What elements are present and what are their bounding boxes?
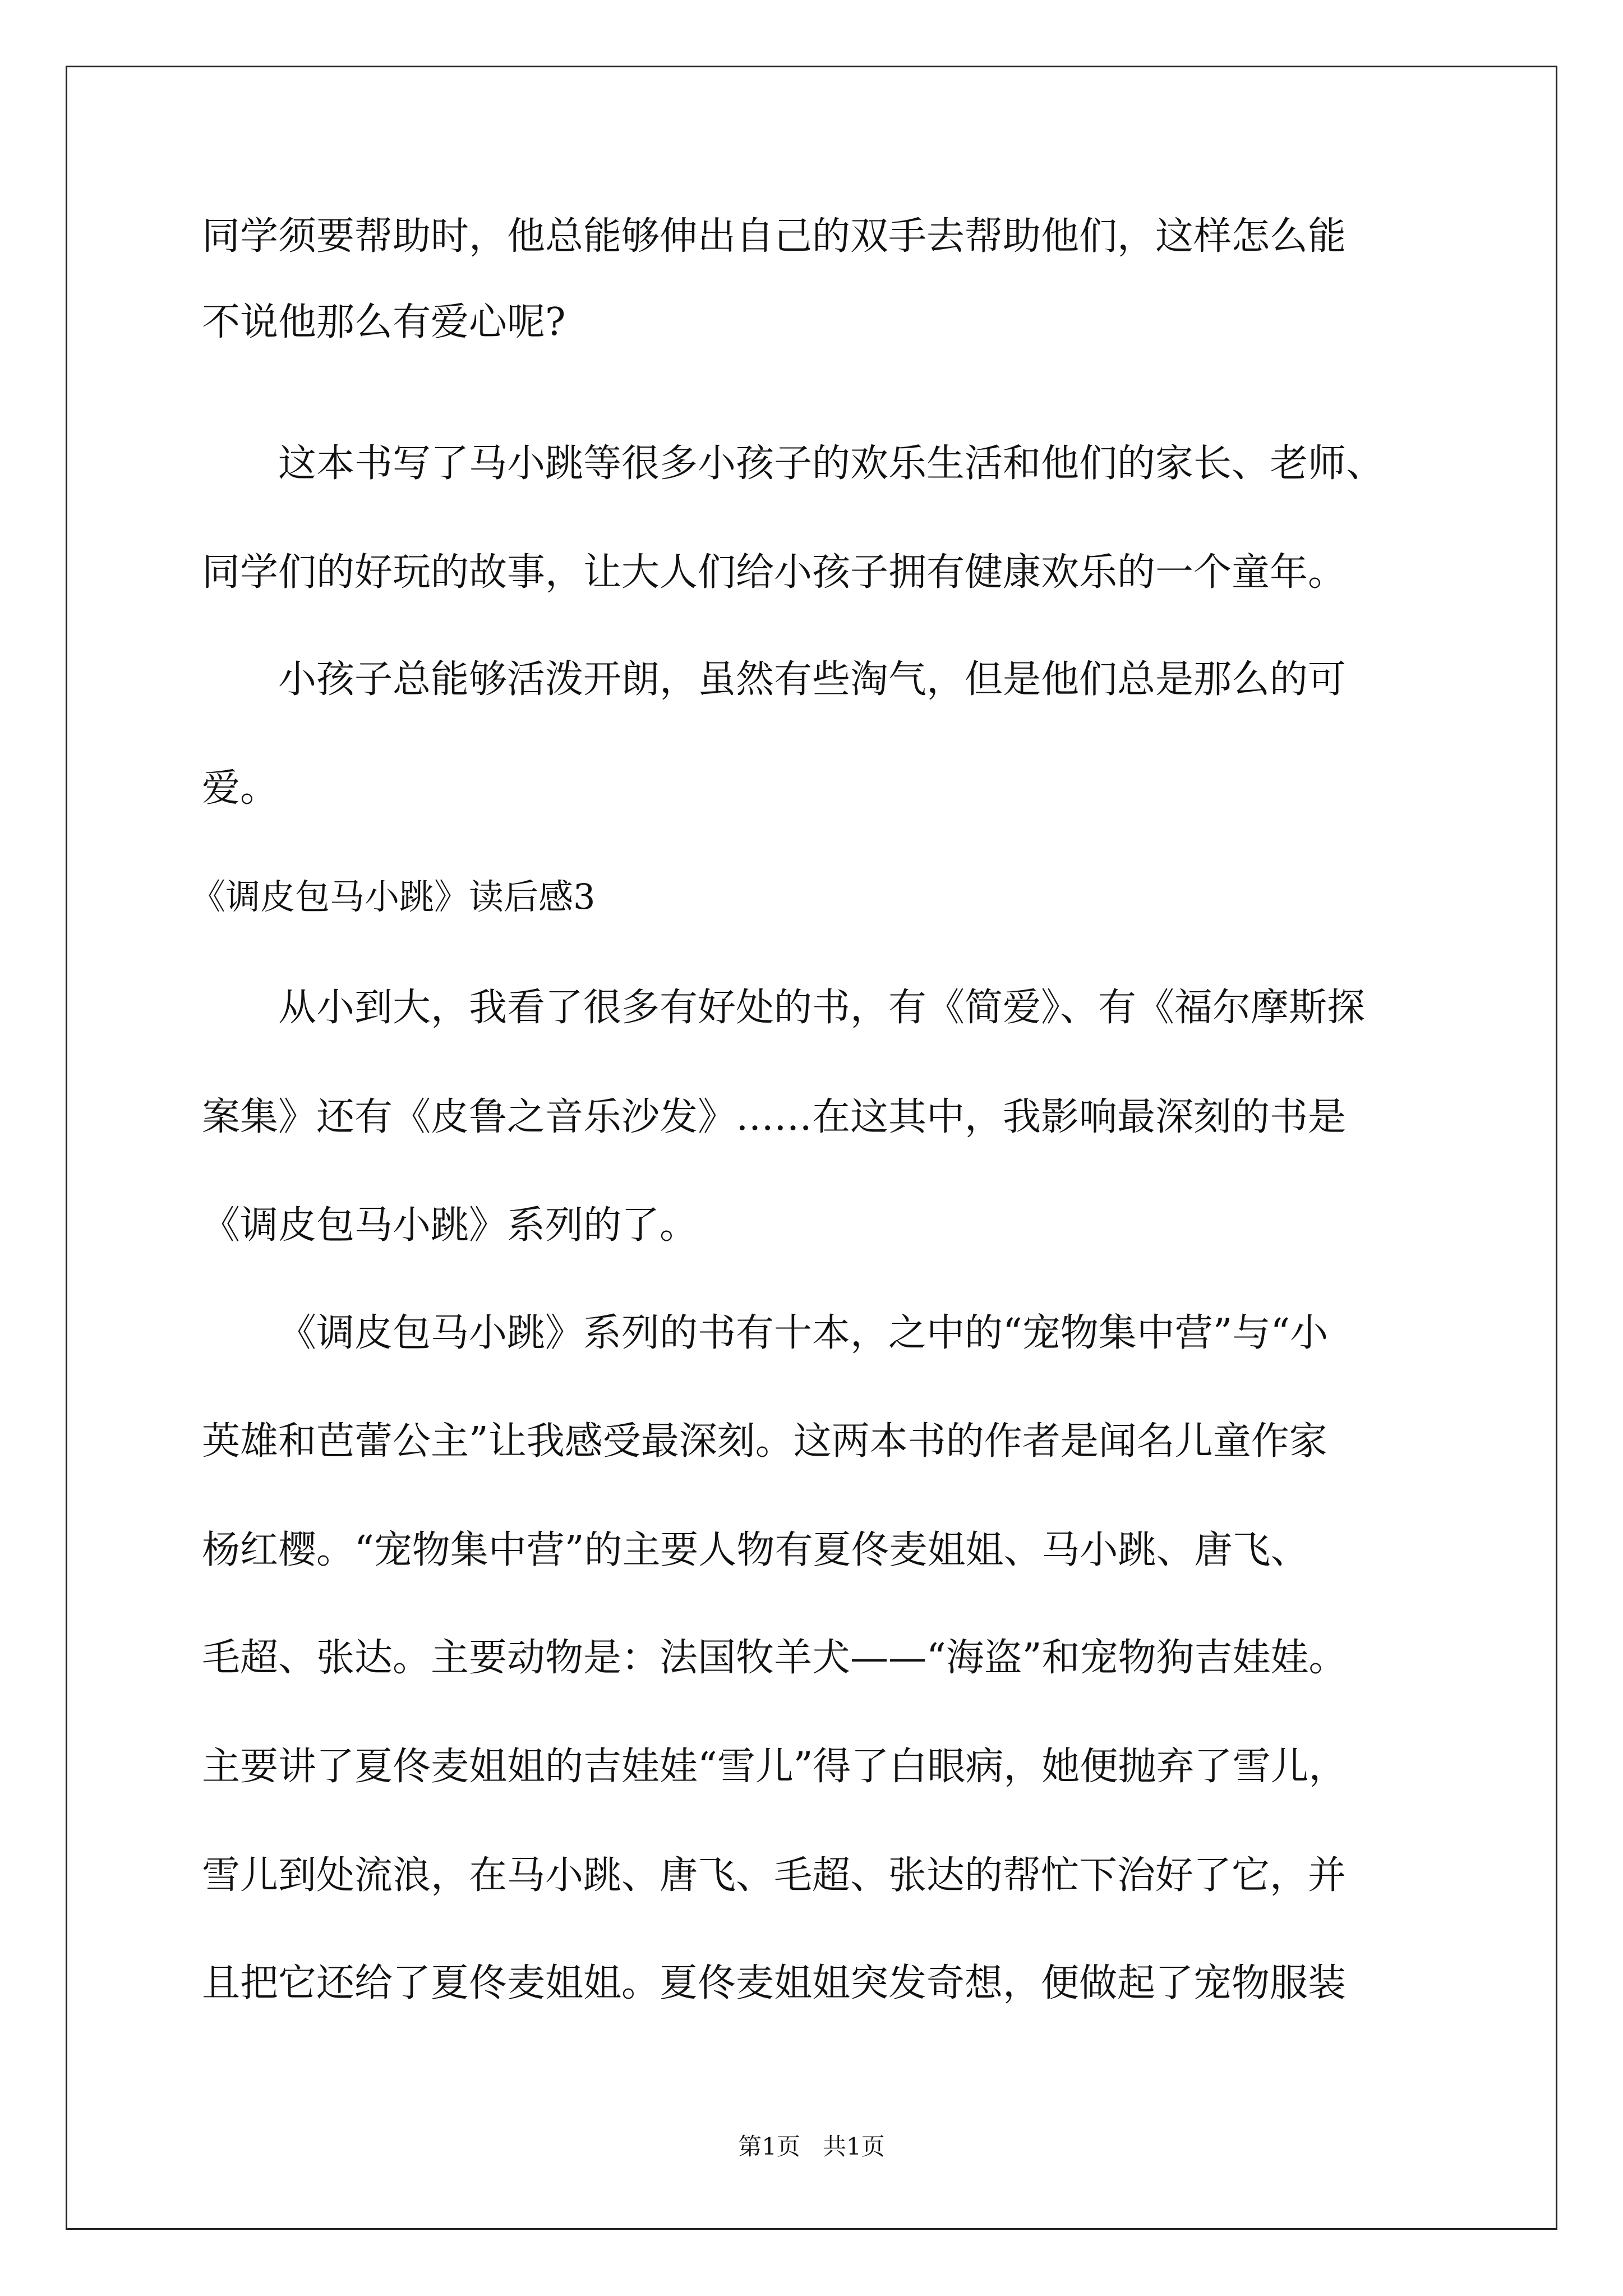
page-number-footer: 第1页 共1页 (738, 2133, 885, 2160)
text-line: 爱。 (202, 766, 279, 811)
paragraph-first-line: 这本书写了马小跳等很多小孩子的欢乐生活和他们的家长、老师、 (278, 441, 1385, 486)
text-line: 雪儿到处流浪，在马小跳、唐飞、毛超、张达的帮忙下治好了它，并 (202, 1853, 1347, 1898)
text-line: 《调皮包马小跳》系列的了。 (202, 1203, 698, 1248)
text-line: 英雄和芭蕾公主”让我感受最深刻。这两本书的作者是闻名儿童作家 (202, 1419, 1327, 1464)
text-line: 毛超、张达。主要动物是：法国牧羊犬——“海盗”和宠物狗吉娃娃。 (202, 1636, 1347, 1680)
text-line: 同学们的好玩的故事，让大人们给小孩子拥有健康欢乐的一个童年。 (202, 550, 1347, 595)
text-line: 主要讲了夏佟麦姐姐的吉娃娃“雪儿”得了白眼病，她便抛弃了雪儿， (202, 1745, 1347, 1789)
text-line: 且把它还给了夏佟麦姐姐。夏佟麦姐姐突发奇想，便做起了宠物服装 (202, 1961, 1347, 2005)
page-border (66, 66, 1557, 2230)
paragraph-first-line: 《调皮包马小跳》系列的书有十本，之中的“宠物集中营”与“小 (278, 1311, 1329, 1355)
section-heading: 《调皮包马小跳》读后感3 (191, 876, 596, 917)
paragraph-first-line: 从小到大，我看了很多有好处的书，有《简爱》、有《福尔摩斯探 (278, 986, 1366, 1030)
text-line: 不说他那么有爱心呢? (202, 300, 566, 344)
text-line: 同学须要帮助时，他总能够伸出自己的双手去帮助他们，这样怎么能 (202, 214, 1347, 259)
paragraph-first-line: 小孩子总能够活泼开朗，虽然有些淘气，但是他们总是那么的可 (278, 657, 1347, 702)
text-line: 杨红樱。“宠物集中营”的主要人物有夏佟麦姐姐、马小跳、唐飞、 (202, 1528, 1309, 1572)
text-line: 案集》还有《皮鲁之音乐沙发》……在这其中，我影响最深刻的书是 (202, 1095, 1347, 1139)
